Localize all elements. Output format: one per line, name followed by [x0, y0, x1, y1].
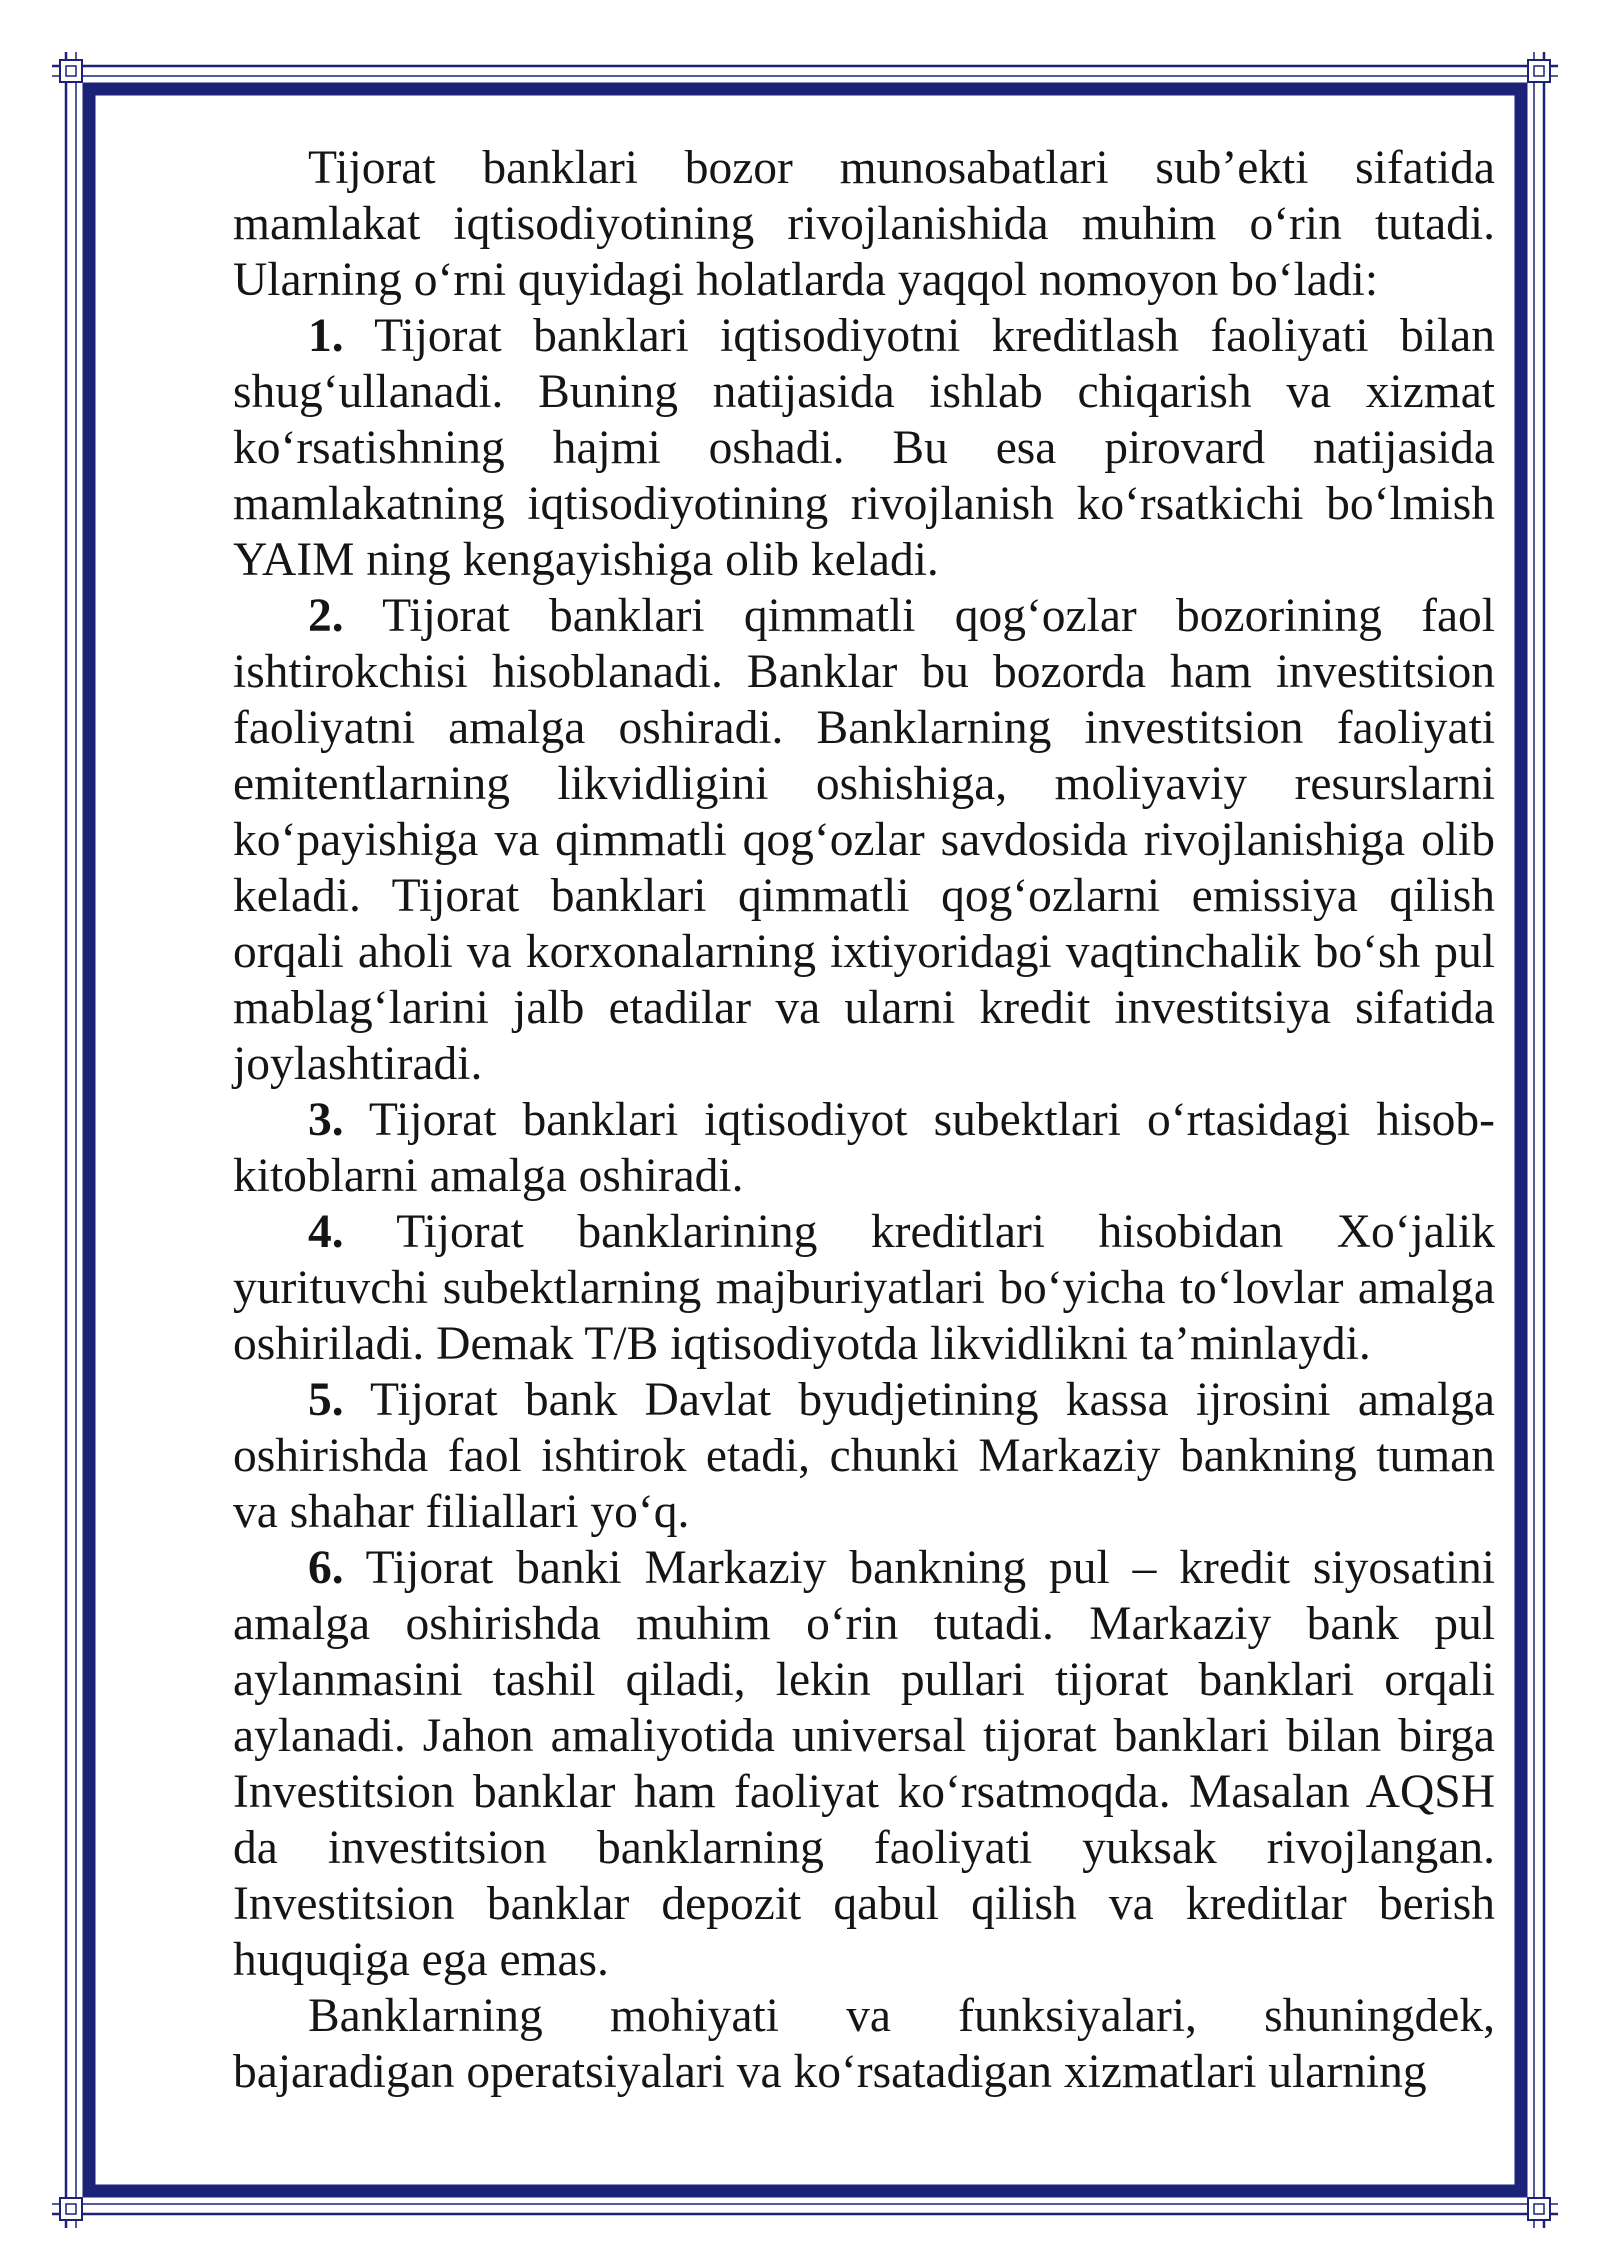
paragraph-first-line — [233, 308, 1495, 364]
line-text: Tijorat banklari iqtisodiyotni kreditlash faoliyati bilan — [374, 310, 1495, 362]
paragraph-first-line — [233, 1540, 1495, 1596]
text-line: da investitsion banklarning faoliyati yuksak rivojlangan. — [233, 1822, 1495, 1874]
paragraph-intro — [233, 140, 1495, 308]
text-line: shug‘ullanadi. Buning natijasida ishlab chiqarish va xizmat — [233, 366, 1495, 418]
text-line: aylanmasini tashil qiladi, lekin pullari tijorat banklari orqali — [233, 1654, 1495, 1706]
line-text: Tijorat banki Markaziy bankning pul – kredit siyosatini — [365, 1542, 1495, 1594]
line-text: Tijorat banklari iqtisodiyot subektlari o‘rtasidagi hisob- — [368, 1094, 1495, 1146]
text-line: amalga oshirishda muhim o‘rin tutadi. Markaziy bank pul — [233, 1598, 1495, 1650]
paragraph-first-line — [233, 1372, 1495, 1428]
text-line: faoliyatni amalga oshiradi. Banklarning investitsion faoliyati — [233, 702, 1495, 754]
corner-ornament-top-left — [60, 60, 82, 82]
text-line: va shahar filiallari yo‘q. — [233, 1486, 690, 1538]
numbered-paragraph — [233, 588, 1495, 1092]
item-number: 4. — [308, 1206, 344, 1258]
text-line: Ularning o‘rni quyidagi holatlarda yaqqol nomoyon bo‘ladi: — [233, 254, 1379, 306]
line-text: Tijorat banklarining kreditlari hisobidan Xo‘jalik — [396, 1206, 1495, 1258]
line-text: Tijorat banklari qimmatli qog‘ozlar bozorining faol — [382, 590, 1495, 642]
corner-ornament-bottom-left — [60, 2198, 82, 2220]
text-line: oshiriladi. Demak T/B iqtisodiyotda likvidlikni ta’minlaydi. — [233, 1318, 1371, 1370]
paragraph-first-line — [233, 1204, 1495, 1260]
text-line: Tijorat banklari bozor munosabatlari sub’ekti sifatida — [308, 142, 1495, 194]
body-text — [233, 140, 1495, 2100]
paragraph-first-line — [233, 588, 1495, 644]
text-line: Investitsion banklar depozit qabul qilish va kreditlar berish — [233, 1878, 1495, 1930]
numbered-paragraph — [233, 1092, 1495, 1204]
paragraph-first-line — [233, 1092, 1495, 1148]
text-line: bajaradigan operatsiyalari va ko‘rsatadigan xizmatlari ularning — [233, 2046, 1427, 2098]
item-number: 2. — [308, 590, 344, 642]
text-line: Banklarning mohiyati va funksiyalari, shuningdek, — [308, 1990, 1495, 2042]
text-line: mablag‘larini jalb etadilar va ularni kredit investitsiya sifatida — [233, 982, 1495, 1034]
numbered-paragraph — [233, 1204, 1495, 1372]
text-line: ko‘rsatishning hajmi oshadi. Bu esa pirovard natijasida — [233, 422, 1495, 474]
numbered-paragraph — [233, 308, 1495, 588]
text-line: aylanadi. Jahon amaliyotida universal tijorat banklari bilan birga — [233, 1710, 1495, 1762]
text-line: orqali aholi va korxonalarning ixtiyoridagi vaqtinchalik bo‘sh pul — [233, 926, 1495, 978]
item-number: 3. — [308, 1094, 344, 1146]
item-number: 5. — [308, 1374, 344, 1426]
text-line: ko‘payishiga va qimmatli qog‘ozlar savdosida rivojlanishiga olib — [233, 814, 1495, 866]
text-line: oshirishda faol ishtirok etadi, chunki Markaziy bankning tuman — [233, 1430, 1495, 1482]
text-line: keladi. Tijorat banklari qimmatli qog‘ozlarni emissiya qilish — [233, 870, 1495, 922]
item-number: 1. — [308, 310, 344, 362]
text-line: joylashtiradi. — [233, 1038, 483, 1090]
line-text: Tijorat bank Davlat byudjetining kassa ijrosini amalga — [370, 1374, 1495, 1426]
text-line: emitentlarning likvidligini oshishiga, moliyaviy resurslarni — [233, 758, 1495, 810]
text-line: huquqiga ega emas. — [233, 1934, 609, 1986]
numbered-paragraph — [233, 1372, 1495, 1540]
text-line: mamlakat iqtisodiyotining rivojlanishida muhim o‘rin tutadi. — [233, 198, 1495, 250]
text-line: kitoblarni amalga oshiradi. — [233, 1150, 744, 1202]
corner-ornament-bottom-right — [1528, 2198, 1550, 2220]
numbered-paragraph — [233, 1540, 1495, 1988]
paragraph-closing — [233, 1988, 1495, 2100]
item-number: 6. — [308, 1542, 344, 1594]
text-line: ishtirokchisi hisoblanadi. Banklar bu bozorda ham investitsion — [233, 646, 1495, 698]
corner-ornament-top-right — [1528, 60, 1550, 82]
text-line: yurituvchi subektlarning majburiyatlari bo‘yicha to‘lovlar amalga — [233, 1262, 1495, 1314]
text-line: Investitsion banklar ham faoliyat ko‘rsatmoqda. Masalan AQSH — [233, 1766, 1495, 1818]
text-line: YAIM ning kengayishiga olib keladi. — [233, 534, 939, 586]
text-line: mamlakatning iqtisodiyotining rivojlanish ko‘rsatkichi bo‘lmish — [233, 478, 1495, 530]
